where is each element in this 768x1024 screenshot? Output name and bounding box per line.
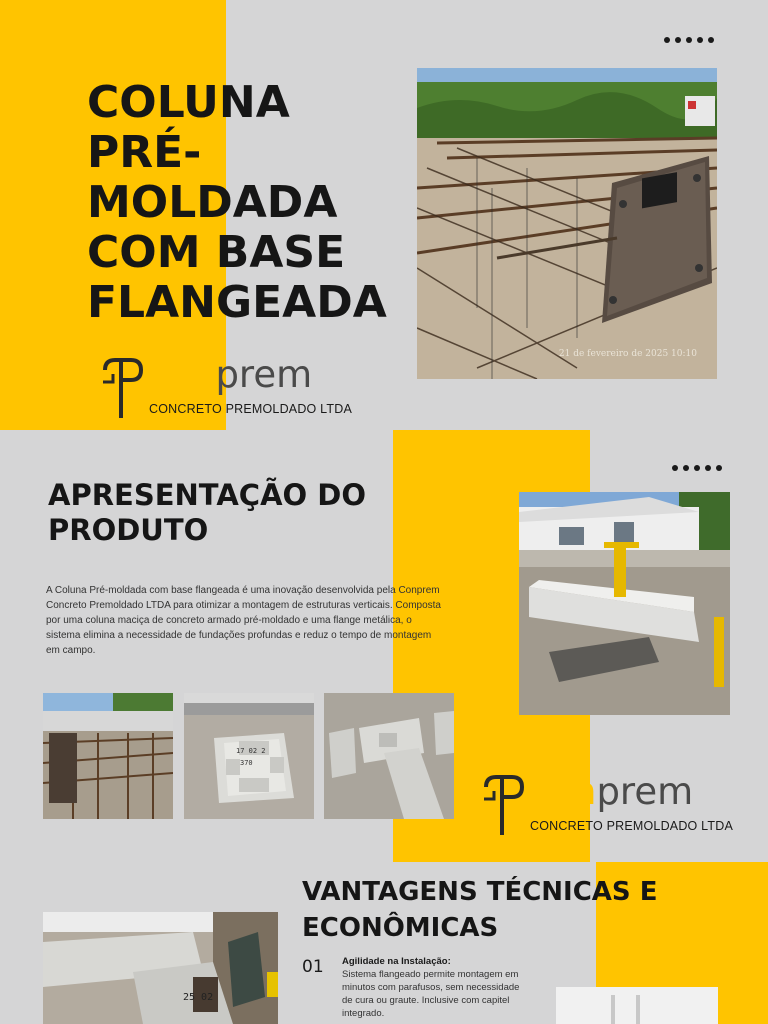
column-cross-section-photo-icon [184,693,314,819]
hero-title-line: FLANGEADA [87,277,387,328]
presentation-body: A Coluna Pré-moldada com base flangeada é uma inovação desenvolvida pela Conprem Concreto Premoldado LTDA para otimizar a montagem de estruturas verticais. Composta por uma coluna maciça de concreto armado pré-moldado e uma flange metálica, o sistema elimina a necessidade de fundações profundas e reduz o tempo de montagem em campo. [46,585,441,656]
hero-title-line: COLUNA [87,77,290,128]
advantage-heading-text: Agilidade na Instalação [342,956,448,967]
hero-title-line: MOLDADA [87,177,338,228]
logo-word-prem: prem [215,353,313,396]
rebar-flange-photo-icon [417,68,717,379]
advantages-title [302,874,657,946]
stacked-columns-photo-icon [324,693,454,819]
base-flange-photo [43,912,278,1024]
logo-wordmark [149,353,313,396]
hero-title-line: PRÉ- [87,127,202,178]
advantages-title-line: VANTAGENS TÉCNICAS E [302,877,658,907]
presentation-title-line: APRESENTAÇÃO DO [48,478,366,512]
logo-subtitle: CONCRETO PREMOLDADO LTDA [149,402,352,416]
logo-word-con: con [530,770,597,813]
advantages-title-line: ECONÔMICAS [302,913,499,943]
svg-text:25 02: 25 02 [183,992,214,1003]
rebar-cage-photo-icon [43,693,173,819]
svg-text:370: 370 [240,759,253,767]
flange-base-photo-icon [43,912,278,1024]
gallery-photo-3 [324,693,454,819]
image-stripe [611,995,615,1024]
advantage-number: 01 [302,957,324,977]
bottom-right-image [556,987,718,1024]
menu-dots-icon [664,37,714,43]
conprem-logo [482,770,742,837]
logo-word-prem: prem [596,770,694,813]
yard-photo [519,492,730,715]
hero-photo [417,68,717,379]
gallery-photo-2 [184,693,314,819]
menu-dots-icon [672,465,722,471]
image-stripe [636,995,640,1024]
gallery-photo-1 [43,693,173,819]
yard-column-photo-icon [519,492,730,715]
logo-word-con: con [149,353,216,396]
conprem-logo-mark-icon [101,356,147,420]
logo-wordmark [530,770,694,813]
presentation-title-line: PRODUTO [48,513,209,547]
advantage-heading: Agilidade na Instalação: [342,956,451,967]
conprem-logo-mark-icon [482,773,528,837]
advantage-text: Sistema flangeado permite montagem em minutos com parafusos, sem necessidade de cura ou graute. Inclusive com capitel integrado. [342,969,520,1019]
hero-title [87,78,387,328]
hero-title-line: COM BASE [87,227,346,278]
svg-text:17 02 2: 17 02 2 [236,747,266,755]
photo-timestamp: 21 de fevereiro de 2025 10:10 [558,349,697,359]
conprem-logo [101,353,361,420]
advantage-content [342,955,532,1020]
presentation-title [48,478,366,548]
logo-subtitle: CONCRETO PREMOLDADO LTDA [530,819,733,833]
